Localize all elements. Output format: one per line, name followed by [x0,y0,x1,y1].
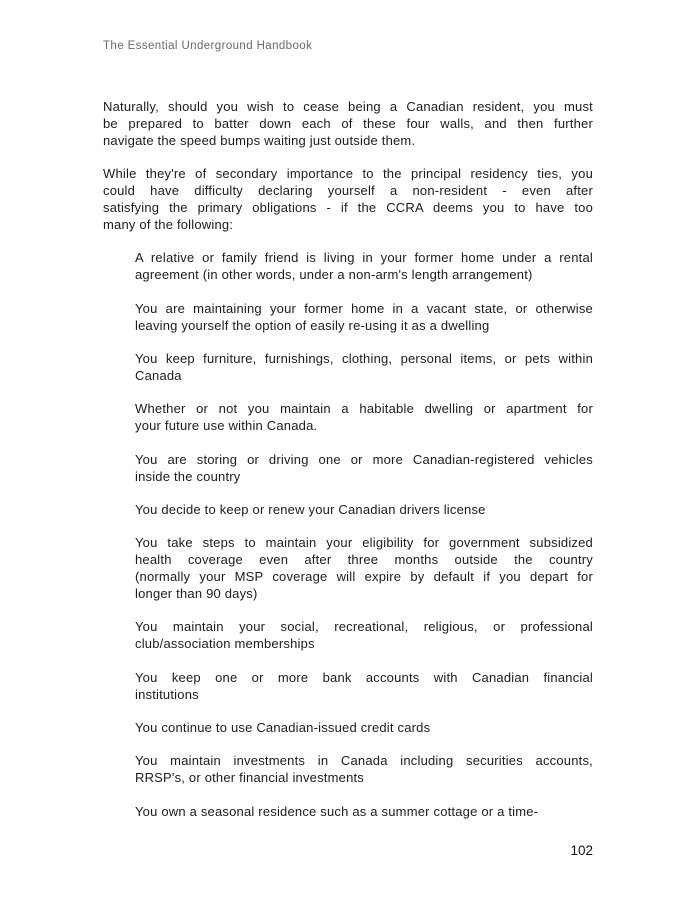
list-item [103,535,593,603]
list-item [103,351,593,385]
paragraph [103,99,593,150]
text-line: You are storing or driving one or more Canadian-registered vehicles [135,451,593,467]
page-body [103,99,593,821]
text-line: You own a seasonal residence such as a summer cottage or a time- [135,803,539,819]
text-line: club/association memberships [135,636,315,652]
text-line: Canada [135,367,182,383]
text-line: satisfying the primary obligations - if the CCRA deems you to have too [103,200,593,216]
text-line: Naturally, should you wish to cease being a Canadian resident, you must [103,99,593,114]
text-line: A relative or family friend is living in your former home under a rental [135,250,593,266]
page-number: 102 [570,843,593,858]
list-item [103,452,593,486]
list-item [103,301,593,335]
text-line: RRSP's, or other financial investments [135,770,365,786]
text-line: You maintain your social, recreational, religious, or professional [135,619,593,635]
text-line: leaving yourself the option of easily re-using it as a dwelling [135,317,490,333]
text-line: You keep one or more bank accounts with Canadian financial [135,669,593,685]
list-item [103,250,593,284]
text-line: be prepared to batter down each of these four walls, and then further [103,115,593,131]
text-line: You decide to keep or renew your Canadian drivers license [135,501,486,517]
text-line: agreement (in other words, under a non-arm's length arrangement) [135,267,533,283]
list-item [103,502,593,519]
text-line: institutions [135,686,199,702]
text-line: (normally your MSP coverage will expire by default if you depart for [135,569,593,585]
text-line: You continue to use Canadian-issued credit cards [135,720,431,736]
list-item [103,804,593,821]
text-line: You take steps to maintain your eligibility for government subsidized [135,535,593,551]
list-item [103,670,593,704]
text-line: You are maintaining your former home in a vacant state, or otherwise [135,300,593,316]
text-line: You maintain investments in Canada including securities accounts, [135,753,593,769]
list-item [103,720,593,737]
text-line: inside the country [135,468,241,484]
text-line: Whether or not you maintain a habitable dwelling or apartment for [135,401,593,417]
text-line: While they're of secondary importance to the principal residency ties, you [103,166,593,182]
list-item [103,753,593,787]
text-line: your future use within Canada. [135,418,318,434]
paragraph [103,166,593,234]
list-item [103,619,593,653]
text-line: could have difficulty declaring yourself a non-resident - even after [103,183,593,199]
text-line: navigate the speed bumps waiting just outside them. [103,132,416,148]
list-item [103,401,593,435]
text-line: You keep furniture, furnishings, clothing, personal items, or pets within [135,350,593,366]
text-line: longer than 90 days) [135,586,258,602]
running-header: The Essential Underground Handbook [103,40,313,52]
text-line: many of the following: [103,216,234,232]
text-line: health coverage even after three months outside the country [135,552,593,568]
